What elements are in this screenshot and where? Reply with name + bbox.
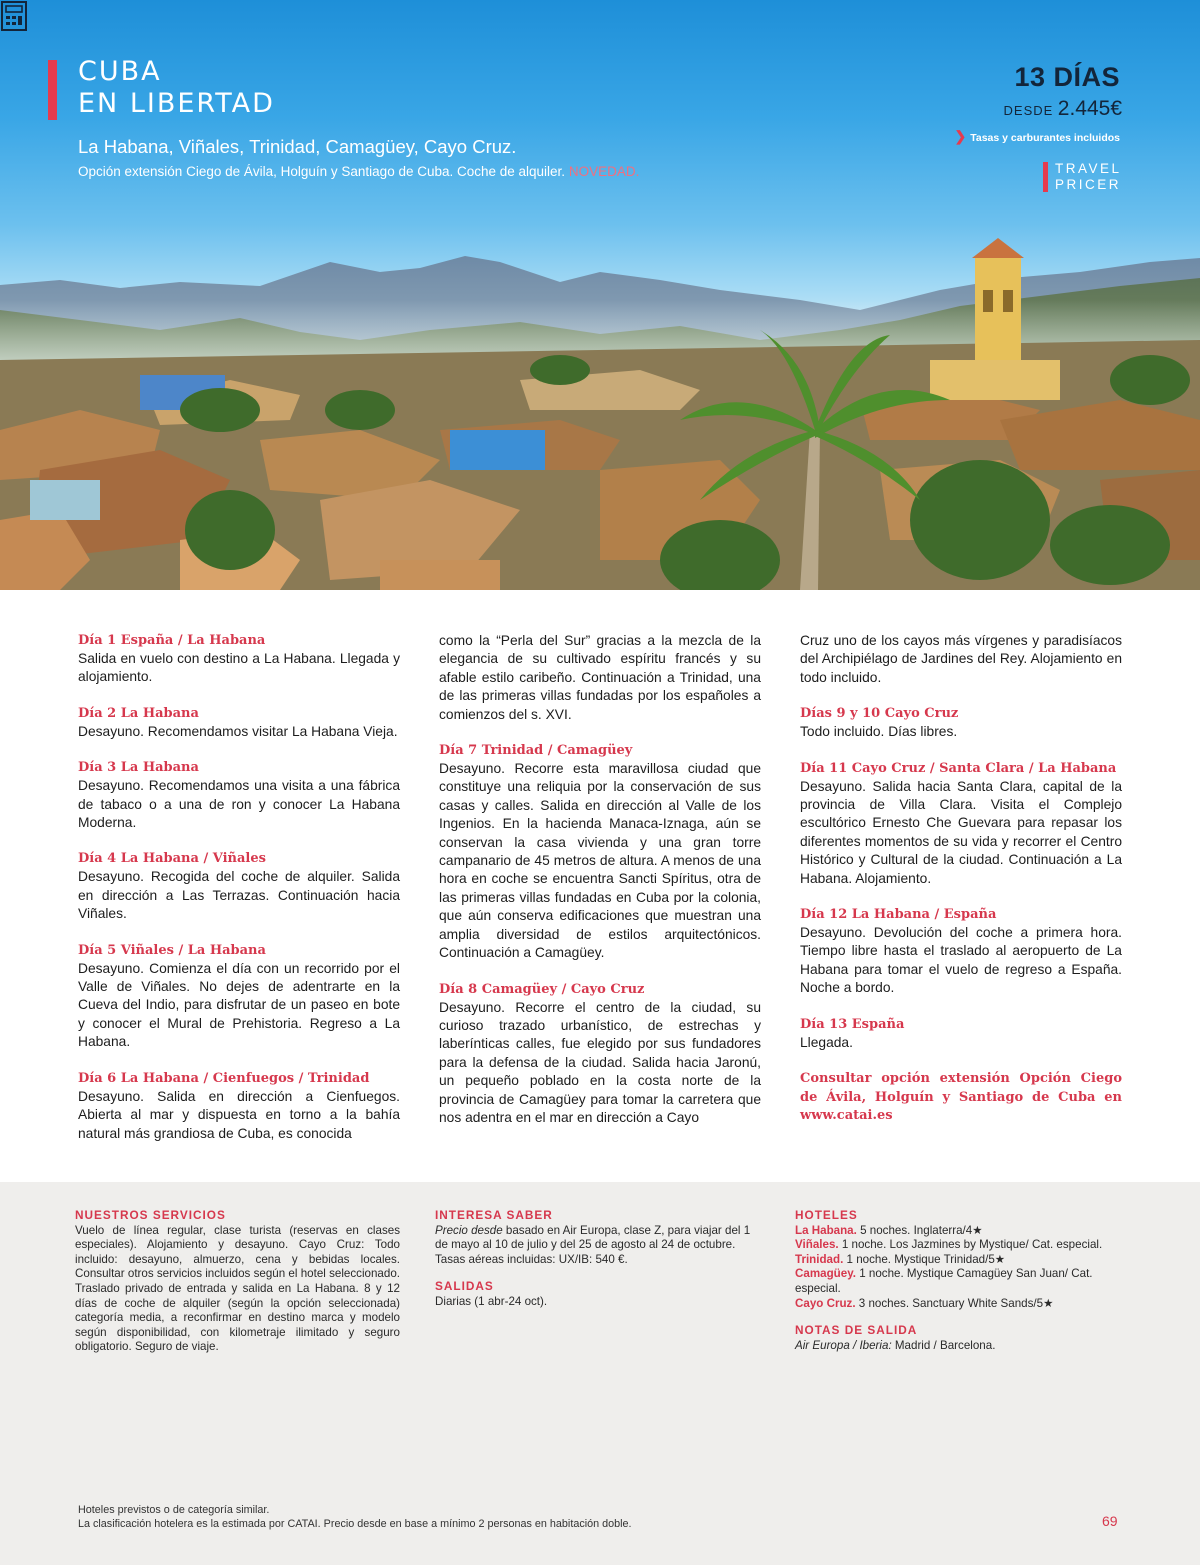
- services-text: Vuelo de línea regular, clase turista (reservas en clases especiales). Alojamiento y desayuno. Cayo Cruz: Todo incluido: desayuno, almuerzo, cena y bebidas locales. Consultar otros servicios incluidos según el hotel seleccionado. Traslado privado de entrada y salida en La Habana. 8 y 12 días de coche de alquiler (según la opción seleccionada) categoría media, a reconfirmar en destino marca y modelo según disponibilidad, con kilometraje ilimitado y seguro obligatorio. Seguro de viaje.: [75, 1223, 400, 1354]
- itinerary-day: [800, 1016, 1122, 1052]
- info-column-services: [75, 1208, 400, 1355]
- day-text: Desayuno. Devolución del coche a primera hora. Tiempo libre hasta el traslado al aeropuerto de La Habana para tomar el vuelo de regreso a España. Noche a bordo.: [800, 925, 1122, 996]
- itinerary-day: [78, 759, 400, 832]
- day-text: Desayuno. Recomendamos visitar La Habana Vieja.: [78, 723, 398, 739]
- hotel-detail: 1 noche. Los Jazmines by Mystique/ Cat. especial.: [838, 1238, 1103, 1252]
- pricer-line-2: PRICER: [1055, 177, 1122, 192]
- itinerary-day: [78, 705, 400, 741]
- day-text: como la “Perla del Sur” gracias a la mezcla de la elegancia de su cultivado espíritu francés y su afable estilo caribeño. Continuación a Trinidad, una de las primeras villas fundadas por los españoles a comienzos del s. XVI.: [439, 633, 761, 722]
- hotel-item: [795, 1297, 1120, 1312]
- hotel-city: Viñales.: [795, 1238, 839, 1252]
- day-text: Desayuno. Recorre el centro de la ciudad, su curioso trazado urbanístico, de estrechas y laberínticas calles, fue elegido por sus fundadores para la defensa de la ciudad. Salida hacia Jaronú, un pequeño poblado en la costa norte de la provincia de Camagüey para tomar la carretera que nos adentra en el mar en dirección a Cayo: [439, 999, 761, 1125]
- itinerary-column-1: [78, 632, 400, 1161]
- price-value: 2.445€: [1057, 97, 1122, 120]
- chevron-right-icon: ❯: [954, 128, 967, 144]
- taxes-text: Tasas y carburantes incluidos: [970, 132, 1120, 144]
- hotel-item: [795, 1267, 1120, 1296]
- interesa-heading: INTERESA SABER: [435, 1208, 553, 1222]
- notes-block: [795, 1323, 1120, 1353]
- interesa-italic: Precio desde: [435, 1223, 503, 1237]
- day-title: Día 6 La Habana / Cienfuegos / Trinidad: [78, 1070, 370, 1086]
- day-text: Salida en vuelo con destino a La Habana. Llegada y alojamiento.: [78, 651, 400, 685]
- itinerary-column-3: [800, 632, 1122, 1126]
- extension-line: [78, 164, 639, 179]
- day-title: Día 12 La Habana / España: [800, 907, 997, 923]
- day-text: Desayuno. Salida en dirección a Cienfuegos. Abierta al mar y dispuesta en torno a la bahía natural más grandiosa de Cuba, es conocida: [78, 1088, 400, 1141]
- hotel-detail: 5 noches. Inglaterra/4★: [856, 1223, 983, 1237]
- itinerary-day-continuation: [800, 632, 1122, 687]
- itinerary-day: [439, 981, 761, 1128]
- hotel-item: [795, 1224, 1120, 1239]
- trip-duration: 13 DÍAS: [1014, 62, 1120, 92]
- hotel-city: Cayo Cruz.: [795, 1296, 856, 1310]
- title-line-1: CUBA: [78, 56, 162, 87]
- day-text: Desayuno. Comienza el día con un recorrido por el Valle de Viñales. No dejes de adentrarte en la Cueva del Indio, para disfrutar de un paseo en bote y conocer el Mural de Prehistoria. Regreso a La Habana.: [78, 960, 400, 1050]
- day-text: Llegada.: [800, 1034, 853, 1050]
- hero-image: [0, 0, 1200, 590]
- hotel-city: Camagüey.: [795, 1267, 856, 1281]
- footnote: [78, 1503, 632, 1531]
- day-title: Día 8 Camagüey / Cayo Cruz: [439, 981, 645, 997]
- new-tag: NOVEDAD.: [568, 164, 640, 179]
- itinerary-day: [78, 850, 400, 923]
- extension-text: Opción extensión Ciego de Ávila, Holguín y Santiago de Cuba. Coche de alquiler.: [78, 164, 566, 179]
- info-column-good-to-know: [435, 1208, 760, 1322]
- day-title: Día 5 Viñales / La Habana: [78, 942, 266, 958]
- day-title: Días 9 y 10 Cayo Cruz: [800, 706, 959, 722]
- interesa-body: basado en Air Europa, clase Z, para viajar del 1 de mayo al 10 de julio y del 25 de agosto al 24 de octubre. Tasas aéreas incluidas: UX/IB: 540 €.: [435, 1223, 751, 1266]
- day-title: Día 11 Cayo Cruz / Santa Clara / La Habana: [800, 760, 1117, 776]
- itinerary-day: [78, 632, 400, 687]
- interesa-text: [435, 1224, 760, 1268]
- hotel-city: La Habana.: [795, 1223, 857, 1237]
- taxes-note: [954, 128, 1120, 145]
- route-subtitle: La Habana, Viñales, Trinidad, Camagüey, Cayo Cruz.: [78, 136, 517, 157]
- salidas-block: [435, 1279, 760, 1309]
- hotel-detail: 3 noches. Sanctuary White Sands/5★: [855, 1296, 1054, 1310]
- hotel-item: [795, 1253, 1120, 1268]
- hotels-block: [795, 1208, 1120, 1311]
- hotel-detail: 1 noche. Mystique Camagüey San Juan/ Cat. especial.: [795, 1267, 1093, 1295]
- hotels-heading: HOTELES: [795, 1208, 858, 1222]
- notes-text: [795, 1339, 1120, 1354]
- calculator-icon: [0, 0, 30, 32]
- hotel-detail: 1 noche. Mystique Trinidad/5★: [843, 1252, 1006, 1266]
- pricer-line-1: TRAVEL: [1055, 161, 1122, 176]
- salidas-text: Diarias (1 abr-24 oct).: [435, 1294, 548, 1308]
- notes-italic: Air Europa / Iberia:: [795, 1338, 892, 1352]
- title-line-2: EN LIBERTAD: [78, 88, 275, 119]
- day-text: Todo incluido. Días libres.: [800, 724, 958, 740]
- day-title: Día 1 España / La Habana: [78, 633, 266, 648]
- day-text: Desayuno. Recogida del coche de alquiler. Salida en dirección a Las Terrazas. Continuación hacia Viñales.: [78, 869, 400, 922]
- itinerary-day: [78, 1070, 400, 1143]
- travel-pricer-logo[interactable]: [1055, 161, 1122, 193]
- day-text: Desayuno. Recomendamos una visita a una fábrica de tabaco o a una de ron y conocer La Habana Moderna.: [78, 778, 400, 831]
- day-text: Desayuno. Salida hacia Santa Clara, capital de la provincia de Villa Clara. Visita el Complejo escultórico Ernesto Che Guevara para repasar los diferentes momentos de su vida y recorrer el Centro Histórico y Cultural de la ciudad. Continuación a La Habana. Alojamiento.: [800, 778, 1122, 886]
- hotel-city: Trinidad.: [795, 1252, 844, 1266]
- notes-heading: NOTAS DE SALIDA: [795, 1323, 918, 1338]
- title-accent-bar: [48, 60, 57, 120]
- itinerary-day: [78, 942, 400, 1052]
- day-title: Día 2 La Habana: [78, 705, 199, 721]
- itinerary-day: [800, 705, 1122, 741]
- day-title: Día 7 Trinidad / Camagüey: [439, 743, 633, 759]
- day-title: Día 4 La Habana / Viñales: [78, 851, 266, 867]
- pricer-accent-bar: [1043, 162, 1048, 192]
- salidas-heading: SALIDAS: [435, 1279, 494, 1294]
- price-row: [1004, 97, 1122, 121]
- page-title: [78, 56, 275, 120]
- itinerary-day: [439, 742, 761, 962]
- hotel-item: [795, 1238, 1120, 1253]
- day-text: Desayuno. Recorre esta maravillosa ciudad que constituye una reliquia por la conservación de sus casas y calles. Salida en dirección al Valle de los Ingenios. En la hacienda Manaca-Iznaga, aún se conservan la casa vivienda y una gran torre campanario de 45 metros de altura. A menos de una hora en coche se encuentra Sancti Spíritus, otra de las primeras villas fundadas en Cuba por la colonia, que aún conserva edificaciones que muestran una amplia diversidad de estilos arquitectónicos. Continuación a Camagüey.: [439, 761, 761, 961]
- notes-body: Madrid / Barcelona.: [891, 1338, 996, 1352]
- day-title: Día 13 España: [800, 1016, 905, 1032]
- itinerary-day-continuation: [439, 632, 761, 724]
- itinerary-day: [800, 760, 1122, 888]
- desde-label: DESDE: [1003, 103, 1054, 118]
- interesa-block: [435, 1208, 760, 1267]
- itinerary-column-2: [439, 632, 761, 1145]
- page-number: 69: [1102, 1513, 1118, 1529]
- footnote-line-1: Hoteles previstos o de categoría similar.: [78, 1504, 270, 1516]
- day-title: Día 3 La Habana: [78, 760, 199, 776]
- itinerary-day: [800, 906, 1122, 998]
- day-text: Cruz uno de los cayos más vírgenes y paradisíacos del Archipiélago de Jardines del Rey. Alojamiento en todo incluido.: [800, 633, 1122, 685]
- footnote-line-2: La clasificación hotelera es la estimada por CATAI. Precio desde en base a mínimo 2 personas en habitación doble.: [78, 1518, 632, 1530]
- info-column-hotels: [795, 1208, 1120, 1365]
- extension-link[interactable]: Consultar opción extensión Opción Ciego de Ávila, Holguín y Santiago de Cuba en www.catai.es: [800, 1071, 1122, 1124]
- services-heading: NUESTROS SERVICIOS: [75, 1208, 226, 1222]
